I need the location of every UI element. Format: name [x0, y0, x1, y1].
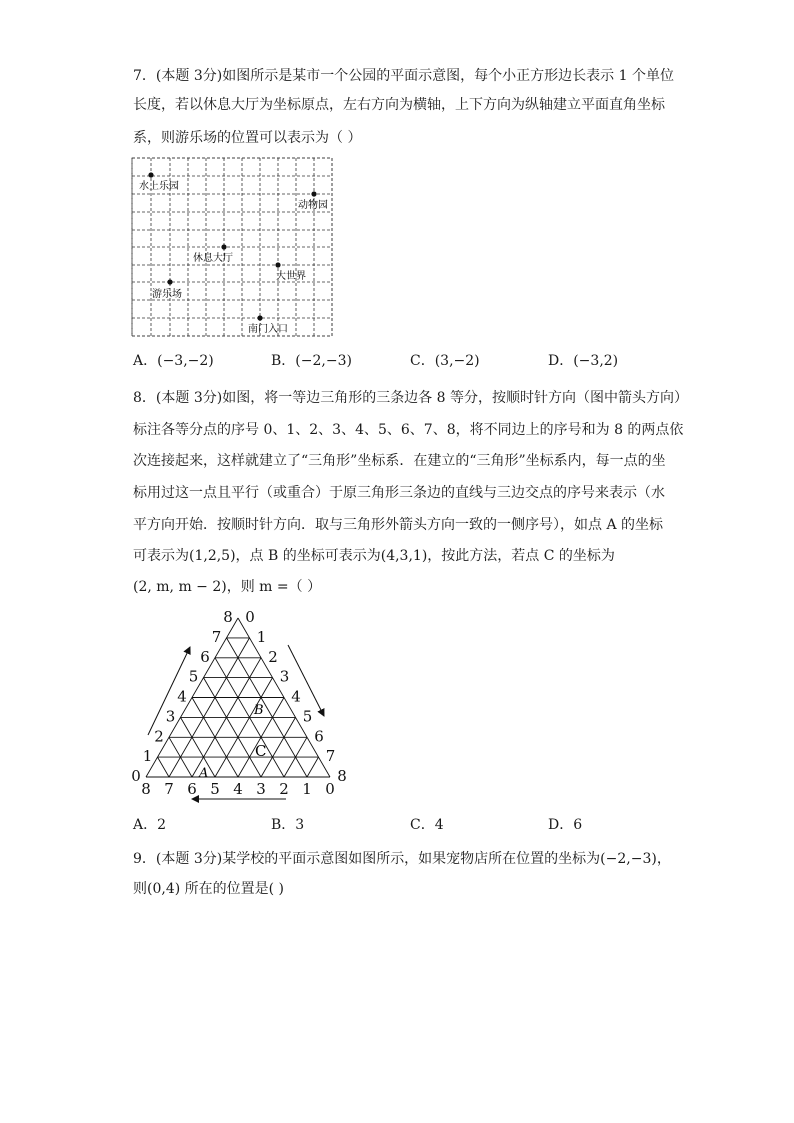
right-side-label: 0	[245, 608, 255, 626]
south-gate-dot	[257, 315, 262, 320]
triangle-grid-line	[307, 757, 319, 777]
q7-line-2: 长度，若以休息大厅为坐标原点，左右方向为横轴，上下方向为纵轴建立平面直角坐标	[133, 97, 665, 113]
q8-option-d: D．6	[548, 817, 583, 833]
left-side-label: 1	[142, 747, 153, 766]
right-side-label: 8	[337, 767, 347, 785]
left-side-label: 2	[154, 727, 164, 746]
zoo-dot	[311, 191, 316, 196]
q8-option-b: B．3	[271, 817, 305, 833]
bottom-side-label: 8	[141, 780, 151, 798]
zoo-label: 动物园	[298, 200, 328, 211]
lobby-dot	[221, 244, 226, 249]
left-side-label: 3	[165, 707, 176, 726]
point-a-label: A	[199, 766, 209, 781]
amusement-label: 游乐场	[152, 289, 182, 300]
q8-line-4: 标用过这一点且平行（或重合）于原三角形三条边的直线与三边交点的序号来表示（水	[133, 485, 665, 501]
big-world-label: 大世界	[276, 271, 306, 282]
q8-line-7: (2, m, m − 2)，则 m =（ ）	[133, 579, 322, 595]
park-map-figure	[128, 155, 338, 340]
q8-line-6: 可表示为(1,2,5)，点 B 的坐标可表示为(4,3,1)，按此方法，若点 C 的坐标为	[133, 548, 615, 564]
q7-line-1: 7．(本题 3分)如图所示是某市一个公园的平面示意图，每个小正方形边长表示 1 个单位	[133, 68, 674, 84]
q8-line-5: 平方向开始．按顺时针方向．取与三角形外箭头方向一致的一侧序号），如点 A 的坐标	[133, 517, 664, 533]
bottom-side-label: 4	[233, 780, 243, 798]
bottom-side-label: 3	[256, 780, 266, 798]
right-side-label: 7	[325, 747, 336, 766]
q9-line-2: 则(0,4) 所在的位置是( )	[133, 881, 285, 897]
point-b-label: B	[254, 703, 264, 718]
water-park-label: 水上乐园	[139, 181, 179, 192]
water-park-dot	[148, 172, 153, 177]
lobby-label: 休息大厅	[193, 253, 233, 264]
right-side-label: 4	[291, 687, 301, 706]
amusement-dot	[167, 279, 172, 284]
q8-option-c: C．4	[410, 817, 444, 833]
right-side-label: 3	[279, 667, 290, 686]
big-world-dot	[275, 262, 280, 267]
bottom-side-label: 5	[210, 780, 220, 798]
q7-option-b: B．(−2,−3)	[271, 353, 352, 369]
q9-line-1: 9．(本题 3分)某学校的平面示意图如图所示，如果宠物店所在位置的坐标为(−2,−3)，	[133, 851, 671, 867]
q7-option-a: A．(−3,−2)	[133, 353, 214, 369]
q8-line-2: 标注各等分点的序号 0、1、2、3、4、5、6、7、8，将不同边上的序号和为 8 的两点依	[133, 422, 684, 438]
bottom-side-label: 0	[325, 780, 335, 798]
q7-line-3: 系，则游乐场的位置可以表示为（ ）	[133, 130, 362, 146]
bottom-side-label: 2	[279, 780, 289, 798]
bottom-side-label: 1	[302, 780, 312, 798]
q8-line-1: 8．(本题 3分)如图，将一等边三角形的三条边各 8 等分，按顺时针方向（图中箭头方向）	[133, 390, 688, 406]
bottom-side-label: 6	[187, 780, 197, 798]
triangle-grid-line	[215, 678, 273, 777]
left-side-label: 6	[200, 647, 210, 666]
point-c-label: C	[255, 742, 267, 760]
left-side-label: 7	[211, 627, 222, 646]
triangle-coordinate-figure	[128, 600, 358, 810]
south-gate-label: 南门入口	[248, 324, 288, 335]
q7-option-c: C．(3,−2)	[410, 353, 480, 369]
bottom-side-label: 7	[164, 780, 174, 798]
q8-option-a: A．2	[133, 817, 167, 833]
q7-option-d: D．(−3,2)	[548, 353, 619, 369]
triangle-grid-line	[204, 678, 262, 777]
left-side-label: 0	[131, 767, 141, 785]
right-side-label: 6	[314, 727, 324, 746]
q8-line-3: 次连接起来，这样就建立了“三角形”坐标系．在建立的“三角形”坐标系内，每一点的坐	[133, 453, 666, 469]
left-side-label: 5	[188, 667, 199, 686]
right-side-label: 2	[268, 647, 278, 666]
left-side-label: 4	[177, 687, 187, 706]
triangle-grid-line	[158, 757, 170, 777]
left-side-label: 8	[223, 608, 233, 626]
triangle-grid-line	[181, 717, 216, 777]
right-side-label: 1	[256, 627, 267, 646]
right-side-label: 5	[302, 707, 313, 726]
